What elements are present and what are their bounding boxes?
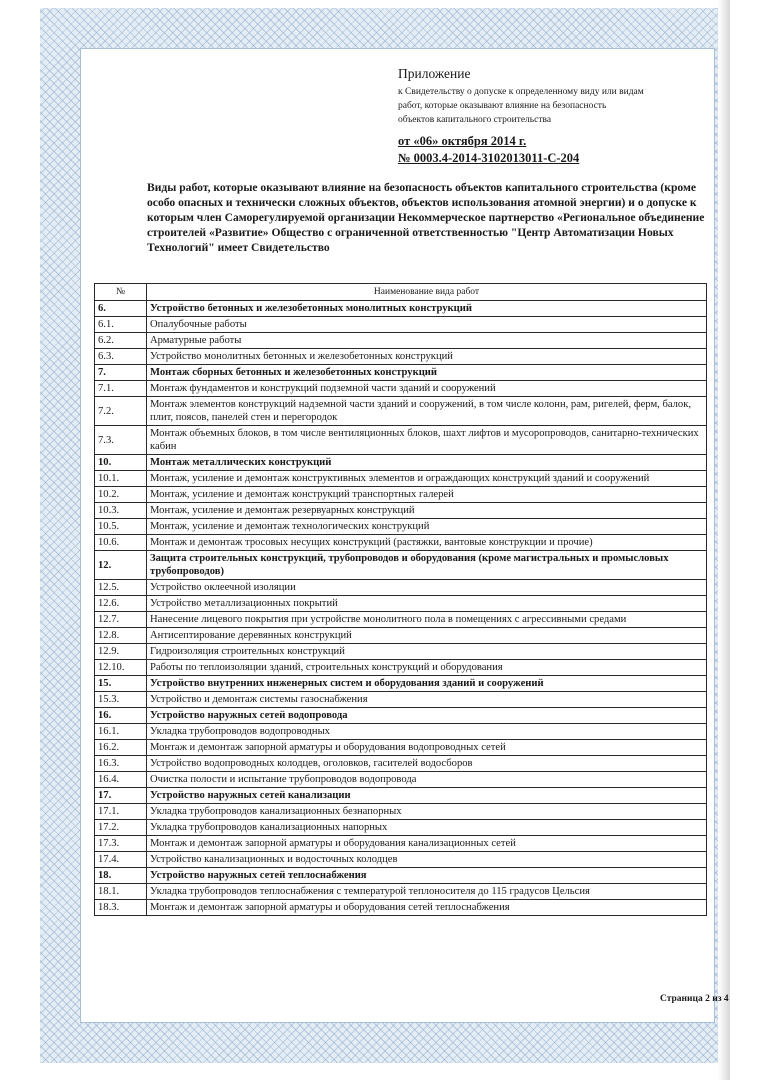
- table-section-row: [95, 455, 707, 471]
- row-number: 6.1.: [95, 317, 147, 333]
- row-number: 17.4.: [95, 852, 147, 868]
- row-work-name: Монтаж и демонтаж тросовых несущих конструкций (растяжки, вантовые конструкции и прочие): [147, 535, 707, 551]
- table-row: [95, 381, 707, 397]
- row-number: 16.2.: [95, 740, 147, 756]
- table-row: [95, 612, 707, 628]
- row-number: 18.: [95, 868, 147, 884]
- table-row: [95, 692, 707, 708]
- row-number: 12.9.: [95, 644, 147, 660]
- row-number: 10.: [95, 455, 147, 471]
- table-section-row: [95, 868, 707, 884]
- row-work-name: Устройство внутренних инженерных систем и оборудования зданий и сооружений: [147, 676, 707, 692]
- row-number: 6.3.: [95, 349, 147, 365]
- row-number: 16.3.: [95, 756, 147, 772]
- row-number: 7.2.: [95, 397, 147, 426]
- row-work-name: Арматурные работы: [147, 333, 707, 349]
- row-number: 10.6.: [95, 535, 147, 551]
- row-number: 12.8.: [95, 628, 147, 644]
- row-number: 7.: [95, 365, 147, 381]
- row-work-name: Антисептирование деревянных конструкций: [147, 628, 707, 644]
- table-row: [95, 756, 707, 772]
- row-work-name: Устройство монолитных бетонных и железобетонных конструкций: [147, 349, 707, 365]
- row-number: 16.: [95, 708, 147, 724]
- row-number: 10.2.: [95, 487, 147, 503]
- row-number: 17.3.: [95, 836, 147, 852]
- table-row: [95, 317, 707, 333]
- certificate-date: от «06» октября 2014 г.: [398, 134, 527, 148]
- row-number: 12.6.: [95, 596, 147, 612]
- table-row: [95, 503, 707, 519]
- table-row: [95, 852, 707, 868]
- row-number: 12.: [95, 551, 147, 580]
- table-row: [95, 884, 707, 900]
- row-number: 12.5.: [95, 580, 147, 596]
- row-work-name: Работы по теплоизоляции зданий, строительных конструкций и оборудования: [147, 660, 707, 676]
- table-section-row: [95, 788, 707, 804]
- row-work-name: Устройство бетонных и железобетонных монолитных конструкций: [147, 301, 707, 317]
- row-work-name: Монтаж сборных бетонных и железобетонных конструкций: [147, 365, 707, 381]
- row-work-name: Очистка полости и испытание трубопроводов водопровода: [147, 772, 707, 788]
- table-row: [95, 596, 707, 612]
- row-number: 18.3.: [95, 900, 147, 916]
- row-number: 10.1.: [95, 471, 147, 487]
- row-number: 17.: [95, 788, 147, 804]
- table-row: [95, 426, 707, 455]
- table-row: [95, 820, 707, 836]
- row-work-name: Укладка трубопроводов канализационных напорных: [147, 820, 707, 836]
- appendix-header: [398, 66, 698, 167]
- table-row: [95, 580, 707, 596]
- row-work-name: Устройство оклеечной изоляции: [147, 580, 707, 596]
- table-row: [95, 471, 707, 487]
- table-row: [95, 740, 707, 756]
- row-number: 17.2.: [95, 820, 147, 836]
- table-row: [95, 900, 707, 916]
- row-work-name: Защита строительных конструкций, трубопроводов и оборудования (кроме магистральных и промысловых трубопроводов): [147, 551, 707, 580]
- row-work-name: Монтаж элементов конструкций надземной части зданий и сооружений, в том числе колонн, рам, ригелей, ферм, балок, плит, поясов, панелей стен и перегородок: [147, 397, 707, 426]
- work-types-table: [94, 283, 707, 916]
- row-work-name: Монтаж металлических конструкций: [147, 455, 707, 471]
- table-section-row: [95, 301, 707, 317]
- appendix-title: Приложение: [398, 66, 471, 81]
- row-number: 10.5.: [95, 519, 147, 535]
- row-work-name: Устройство наружных сетей водопровода: [147, 708, 707, 724]
- row-number: 15.3.: [95, 692, 147, 708]
- row-work-name: Укладка трубопроводов канализационных безнапорных: [147, 804, 707, 820]
- row-work-name: Гидроизоляция строительных конструкций: [147, 644, 707, 660]
- table-row: [95, 333, 707, 349]
- row-work-name: Устройство и демонтаж системы газоснабжения: [147, 692, 707, 708]
- row-number: 7.1.: [95, 381, 147, 397]
- table-row: [95, 628, 707, 644]
- row-work-name: Монтаж и демонтаж запорной арматуры и оборудования канализационных сетей: [147, 836, 707, 852]
- row-work-name: Устройство канализационных и водосточных колодцев: [147, 852, 707, 868]
- row-work-name: Монтаж фундаментов и конструкций подземной части зданий и сооружений: [147, 381, 707, 397]
- table-header-row: [95, 284, 707, 301]
- table-row: [95, 724, 707, 740]
- row-number: 12.10.: [95, 660, 147, 676]
- row-number: 18.1.: [95, 884, 147, 900]
- row-number: 16.1.: [95, 724, 147, 740]
- table-section-row: [95, 551, 707, 580]
- table-row: [95, 660, 707, 676]
- row-work-name: Монтаж и демонтаж запорной арматуры и оборудования сетей теплоснабжения: [147, 900, 707, 916]
- page-edge-shadow: [718, 0, 730, 1080]
- table-row: [95, 804, 707, 820]
- row-work-name: Монтаж, усиление и демонтаж конструкций транспортных галерей: [147, 487, 707, 503]
- row-number: 17.1.: [95, 804, 147, 820]
- row-work-name: Устройство наружных сетей теплоснабжения: [147, 868, 707, 884]
- row-number: 10.3.: [95, 503, 147, 519]
- row-work-name: Нанесение лицевого покрытия при устройстве монолитного пола в помещениях с агрессивными средами: [147, 612, 707, 628]
- column-header-name: Наименование вида работ: [147, 284, 707, 301]
- table-row: [95, 519, 707, 535]
- row-number: 16.4.: [95, 772, 147, 788]
- table-body: [95, 301, 707, 916]
- appendix-subtitle-line: объектов капитального строительства: [398, 115, 552, 125]
- table-section-row: [95, 365, 707, 381]
- row-work-name: Устройство металлизационных покрытий: [147, 596, 707, 612]
- row-work-name: Укладка трубопроводов теплоснабжения с температурой теплоносителя до 115 градусов Цельсия: [147, 884, 707, 900]
- row-work-name: Опалубочные работы: [147, 317, 707, 333]
- certificate-number: № 0003.4-2014-3102013011-С-204: [398, 151, 580, 165]
- page-number: Страница 2 из 4: [660, 994, 729, 1004]
- row-work-name: Монтаж, усиление и демонтаж технологических конструкций: [147, 519, 707, 535]
- row-work-name: Монтаж и демонтаж запорной арматуры и оборудования водопроводных сетей: [147, 740, 707, 756]
- row-work-name: Устройство наружных сетей канализации: [147, 788, 707, 804]
- appendix-subtitle-line: работ, которые оказывают влияние на безопасность: [398, 101, 607, 111]
- row-work-name: Устройство водопроводных колодцев, оголовков, гасителей водосборов: [147, 756, 707, 772]
- column-header-number: №: [95, 284, 147, 301]
- table-row: [95, 772, 707, 788]
- row-number: 7.3.: [95, 426, 147, 455]
- intro-paragraph: Виды работ, которые оказывают влияние на безопасность объектов капитального строительства (кроме особо опасных и технически сложных объектов, объектов использования атомной энергии) и о допуске к которым член Саморегулируемой организации Некоммерческое партнерство «Региональное объединение строителей «Развитие» Общество с ограниченной ответственностью "Центр Автоматизации Новых Технологий" имеет Свидетельство: [147, 181, 705, 254]
- table-row: [95, 397, 707, 426]
- row-number: 6.2.: [95, 333, 147, 349]
- row-work-name: Укладка трубопроводов водопроводных: [147, 724, 707, 740]
- row-work-name: Монтаж объемных блоков, в том числе вентиляционных блоков, шахт лифтов и мусоропроводов, санитарно-технических кабин: [147, 426, 707, 455]
- row-work-name: Монтаж, усиление и демонтаж резервуарных конструкций: [147, 503, 707, 519]
- table-row: [95, 487, 707, 503]
- table-section-row: [95, 676, 707, 692]
- row-number: 15.: [95, 676, 147, 692]
- row-number: 12.7.: [95, 612, 147, 628]
- table-section-row: [95, 708, 707, 724]
- appendix-subtitle-line: к Свидетельству о допуске к определенному виду или видам: [398, 87, 644, 97]
- table-row: [95, 535, 707, 551]
- row-number: 6.: [95, 301, 147, 317]
- table-row: [95, 349, 707, 365]
- row-work-name: Монтаж, усиление и демонтаж конструктивных элементов и ограждающих конструкций зданий и сооружений: [147, 471, 707, 487]
- table-row: [95, 644, 707, 660]
- table-row: [95, 836, 707, 852]
